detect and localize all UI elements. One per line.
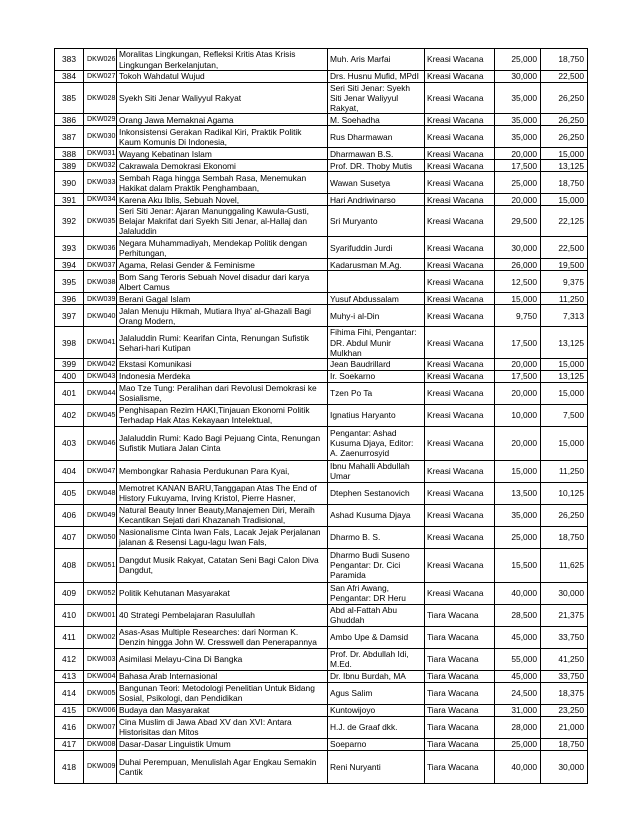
table-cell-no: 414 [55,682,84,704]
table-row [55,738,588,750]
table-row [55,305,588,327]
table-cell-title: Budaya dan Masyarakat [117,704,328,716]
table-row [55,716,588,738]
table-cell-title: Bangunan Teori: Metodologi Penelitian Untuk Bidang Sosial, Psikologi, dan Pendidikan [117,682,328,704]
table-cell-publisher: Kreasi Wacana [425,172,495,194]
table-cell-title: Tokoh Wahdatul Wujud [117,71,328,83]
table-cell-price: 25,000 [495,526,541,548]
table-cell-publisher: Kreasi Wacana [425,237,495,259]
table-row [55,83,588,114]
table-cell-title: Seri Siti Jenar: Ajaran Manunggaling Kawula-Gusti, Belajar Makrifat dari Syekh Siti Jenar, al-Hallaj dan Jalaluddin [117,206,328,237]
table-cell-no: 407 [55,526,84,548]
table-cell-title: Memotret KANAN BARU,Tanggapan Atas The End of History Fukuyama, Irving Kristol, Pierre Hasner, [117,482,328,504]
table-cell-publisher: Kreasi Wacana [425,194,495,206]
table-cell-code: DKW008 [84,738,117,750]
table-cell-price: 40,000 [495,750,541,783]
table-cell-title: Sembah Raga hingga Sembah Rasa, Menemukan Hakikat dalam Praktik Penghambaan, [117,172,328,194]
table-cell-publisher: Kreasi Wacana [425,271,495,293]
table-cell-title: Ekstasi Komunikasi [117,358,328,370]
table-cell-code: DKW002 [84,626,117,648]
table-cell-price: 10,000 [495,404,541,426]
table-cell-code: DKW044 [84,382,117,404]
table-cell-price: 15,500 [495,548,541,582]
table-cell-title: Natural Beauty Inner Beauty,Manajemen Diri, Meraih Kecantikan Sejati dari Khazanah Tradisional, [117,504,328,526]
table-cell-discount-price: 13,125 [541,327,588,358]
table-row [55,327,588,358]
table-row [55,271,588,293]
table-cell-no: 413 [55,670,84,682]
table-row [55,160,588,172]
table-cell-price: 9,750 [495,305,541,327]
table-cell-title: Agama, Relasi Gender & Feminisme [117,259,328,271]
table-cell-author: Soeparno [328,738,425,750]
table-cell-no: 406 [55,504,84,526]
table-cell-discount-price: 33,750 [541,670,588,682]
table-cell-discount-price: 11,625 [541,548,588,582]
table-cell-author: Jean Baudrillard [328,358,425,370]
table-cell-publisher: Tiara Wacana [425,682,495,704]
table-cell-price: 29,500 [495,206,541,237]
table-cell-price: 13,500 [495,482,541,504]
table-row [55,259,588,271]
table-cell-publisher: Kreasi Wacana [425,114,495,126]
table-cell-no: 384 [55,71,84,83]
table-cell-discount-price: 15,000 [541,426,588,460]
table-cell-discount-price: 26,250 [541,504,588,526]
table-cell-no: 408 [55,548,84,582]
table-row [55,114,588,126]
table-cell-price: 15,000 [495,460,541,482]
table-row [55,704,588,716]
table-cell-price: 17,500 [495,370,541,382]
table-cell-author: Dtephen Sestanovich [328,482,425,504]
table-cell-price: 25,000 [495,738,541,750]
table-cell-publisher: Kreasi Wacana [425,504,495,526]
table-cell-price: 20,000 [495,426,541,460]
table-cell-price: 25,000 [495,49,541,71]
table-cell-code: DKW026 [84,49,117,71]
table-cell-publisher: Tiara Wacana [425,704,495,716]
table-cell-discount-price: 22,500 [541,71,588,83]
table-row [55,582,588,604]
table-cell-author: Yusuf Abdussalam [328,293,425,305]
table-cell-code: DKW048 [84,482,117,504]
table-cell-price: 17,500 [495,160,541,172]
table-cell-no: 411 [55,626,84,648]
table-cell-author: Agus Salim [328,682,425,704]
table-cell-code: DKW004 [84,670,117,682]
table-cell-code: DKW040 [84,305,117,327]
table-cell-title: Mao Tze Tung: Peralihan dari Revolusi Demokrasi ke Sosialisme, [117,382,328,404]
table-row [55,750,588,783]
table-cell-author: Pengantar: Ashad Kusuma Djaya, Editor: A. Zaenurrosyid [328,426,425,460]
table-cell-discount-price: 21,000 [541,716,588,738]
table-cell-title: Penghisapan Rezim HAKI,Tinjauan Ekonomi Politik Terhadap Hak Atas Kekayaan Intelektual, [117,404,328,426]
table-cell-discount-price: 15,000 [541,148,588,160]
table-cell-publisher: Kreasi Wacana [425,404,495,426]
table-cell-author: Ashad Kusuma Djaya [328,504,425,526]
table-row [55,626,588,648]
table-cell-publisher: Kreasi Wacana [425,582,495,604]
table-row [55,548,588,582]
table-cell-publisher: Kreasi Wacana [425,160,495,172]
table-cell-title: 40 Strategi Pembelajaran Rasulullah [117,604,328,626]
table-cell-discount-price: 15,000 [541,358,588,370]
table-cell-code: DKW038 [84,271,117,293]
table-cell-discount-price: 30,000 [541,750,588,783]
table-cell-code: DKW046 [84,426,117,460]
table-cell-title: Membongkar Rahasia Perdukunan Para Kyai, [117,460,328,482]
table-cell-no: 416 [55,716,84,738]
table-cell-price: 20,000 [495,148,541,160]
table-cell-no: 385 [55,83,84,114]
table-cell-price: 30,000 [495,71,541,83]
table-cell-code: DKW030 [84,126,117,148]
table-cell-code: DKW036 [84,237,117,259]
table-row [55,504,588,526]
table-cell-code: DKW029 [84,114,117,126]
table-cell-price: 31,000 [495,704,541,716]
table-row [55,71,588,83]
table-cell-discount-price: 23,250 [541,704,588,716]
table-cell-author: Syarifuddin Jurdi [328,237,425,259]
table-cell-discount-price: 18,750 [541,172,588,194]
table-cell-no: 391 [55,194,84,206]
table-row [55,526,588,548]
table-row [55,194,588,206]
table-cell-discount-price: 9,375 [541,271,588,293]
table-cell-title: Asas-Asas Multiple Researches: dari Norman K. Denzin hingga John W. Cresswell dan Penerapannya [117,626,328,648]
table-cell-no: 389 [55,160,84,172]
table-cell-title: Syekh Siti Jenar Waliyyul Rakyat [117,83,328,114]
table-cell-discount-price: 11,250 [541,460,588,482]
table-cell-price: 35,000 [495,504,541,526]
table-cell-title: Jalaluddin Rumi: Kado Bagi Pejuang Cinta, Renungan Sufistik Mutiara Jalan Cinta [117,426,328,460]
table-cell-title: Politik Kehutanan Masyarakat [117,582,328,604]
table-cell-title: Duhai Perempuan, Menulislah Agar Engkau Semakin Cantik [117,750,328,783]
table-cell-price: 45,000 [495,670,541,682]
table-cell-publisher: Kreasi Wacana [425,49,495,71]
table-cell-discount-price: 18,750 [541,49,588,71]
table-cell-discount-price: 22,500 [541,237,588,259]
table-cell-code: DKW042 [84,358,117,370]
table-cell-title: Asimilasi Melayu-Cina Di Bangka [117,648,328,670]
table-cell-no: 404 [55,460,84,482]
table-cell-publisher: Kreasi Wacana [425,358,495,370]
table-cell-no: 396 [55,293,84,305]
table-cell-title: Indonesia Merdeka [117,370,328,382]
table-cell-code: DKW045 [84,404,117,426]
table-row [55,382,588,404]
table-row [55,370,588,382]
table-cell-code: DKW009 [84,750,117,783]
table-cell-author: Kuntowijoyo [328,704,425,716]
table-cell-no: 387 [55,126,84,148]
table-cell-publisher: Kreasi Wacana [425,259,495,271]
table-cell-publisher: Kreasi Wacana [425,83,495,114]
table-row [55,172,588,194]
table-cell-discount-price: 18,375 [541,682,588,704]
table-cell-author: Drs. Husnu Mufid, MPdI [328,71,425,83]
table-cell-code: DKW052 [84,582,117,604]
table-cell-author: Dharmawan B.S. [328,148,425,160]
table-cell-publisher: Kreasi Wacana [425,293,495,305]
table-cell-publisher: Kreasi Wacana [425,148,495,160]
table-cell-code: DKW050 [84,526,117,548]
table-cell-code: DKW035 [84,206,117,237]
table-cell-discount-price: 26,250 [541,126,588,148]
table-cell-author: Dr. Ibnu Burdah, MA [328,670,425,682]
table-cell-author: H.J. de Graaf dkk. [328,716,425,738]
table-row [55,604,588,626]
table-cell-author: Prof. DR. Thoby Mutis [328,160,425,172]
table-cell-code: DKW034 [84,194,117,206]
table-row [55,648,588,670]
table-cell-publisher: Tiara Wacana [425,626,495,648]
table-cell-publisher: Tiara Wacana [425,750,495,783]
table-cell-author: Wawan Susetya [328,172,425,194]
table-cell-price: 25,000 [495,172,541,194]
table-cell-author: Ir. Soekarno [328,370,425,382]
table-cell-code: DKW001 [84,604,117,626]
table-cell-title: Nasionalisme Cinta Iwan Fals, Lacak Jejak Perjalanan jalanan & Resensi Lagu-lagu Iwan Fals, [117,526,328,548]
table-cell-no: 412 [55,648,84,670]
table-cell-title: Cakrawala Demokrasi Ekonomi [117,160,328,172]
table-cell-code: DKW037 [84,259,117,271]
table-cell-no: 399 [55,358,84,370]
table-row [55,482,588,504]
table-cell-no: 418 [55,750,84,783]
table-cell-publisher: Tiara Wacana [425,604,495,626]
table-row [55,682,588,704]
table-cell-title: Dasar-Dasar Linguistik Umum [117,738,328,750]
table-cell-price: 35,000 [495,114,541,126]
table-cell-title: Dangdut Musik Rakyat, Catatan Seni Bagi Calon Diva Dangdut, [117,548,328,582]
table-cell-code: DKW049 [84,504,117,526]
table-cell-code: DKW041 [84,327,117,358]
table-cell-price: 20,000 [495,358,541,370]
table-cell-code: DKW028 [84,83,117,114]
table-cell-price: 35,000 [495,126,541,148]
table-cell-price: 28,500 [495,604,541,626]
table-cell-author: Ignatius Haryanto [328,404,425,426]
table-cell-author: Seri Siti Jenar: Syekh Siti Jenar Waliyyul Rakyat, [328,83,425,114]
table-cell-publisher: Kreasi Wacana [425,526,495,548]
table-cell-code: DKW007 [84,716,117,738]
table-cell-discount-price: 26,250 [541,83,588,114]
table-cell-code: DKW027 [84,71,117,83]
table-cell-no: 395 [55,271,84,293]
table-row [55,126,588,148]
table-cell-title: Jalan Menuju Hikmah, Mutiara Ihya' al-Ghazali Bagi Orang Modern, [117,305,328,327]
table-cell-no: 410 [55,604,84,626]
table-cell-no: 417 [55,738,84,750]
table-cell-title: Bom Sang Teroris Sebuah Novel disadur dari karya Albert Camus [117,271,328,293]
table-row [55,206,588,237]
table-cell-author: Sri Muryanto [328,206,425,237]
table-cell-code: DKW039 [84,293,117,305]
table-cell-discount-price: 7,500 [541,404,588,426]
table-cell-price: 12,500 [495,271,541,293]
table-cell-code: DKW043 [84,370,117,382]
table-cell-no: 403 [55,426,84,460]
table-cell-discount-price: 10,125 [541,482,588,504]
table-cell-publisher: Kreasi Wacana [425,126,495,148]
table-cell-discount-price: 41,250 [541,648,588,670]
table-cell-author: Ibnu Mahalli Abdullah Umar [328,460,425,482]
table-cell-author: Muhy-i al-Din [328,305,425,327]
table-row [55,670,588,682]
table-cell-discount-price: 30,000 [541,582,588,604]
table-row [55,237,588,259]
table-cell-price: 24,500 [495,682,541,704]
table-cell-publisher: Kreasi Wacana [425,206,495,237]
table-cell-publisher: Kreasi Wacana [425,426,495,460]
table-cell-code: DKW006 [84,704,117,716]
table-cell-author: Dharmo Budi Suseno Pengantar: Dr. Cici Paramida [328,548,425,582]
table-cell-publisher: Kreasi Wacana [425,370,495,382]
table-cell-publisher: Kreasi Wacana [425,305,495,327]
table-cell-title: Cina Muslim di Jawa Abad XV dan XVI: Antara Historisitas dan Mitos [117,716,328,738]
table-cell-no: 405 [55,482,84,504]
table-cell-discount-price: 21,375 [541,604,588,626]
table-cell-no: 388 [55,148,84,160]
table-cell-code: DKW031 [84,148,117,160]
table-cell-no: 400 [55,370,84,382]
table-cell-title: Berani Gagal Islam [117,293,328,305]
table-cell-discount-price: 19,500 [541,259,588,271]
table-cell-code: DKW005 [84,682,117,704]
table-row [55,426,588,460]
table-row [55,358,588,370]
table-cell-price: 30,000 [495,237,541,259]
table-cell-price: 15,000 [495,293,541,305]
table-cell-publisher: Tiara Wacana [425,738,495,750]
table-cell-price: 20,000 [495,194,541,206]
table-cell-author: Rus Dharmawan [328,126,425,148]
table-cell-publisher: Tiara Wacana [425,716,495,738]
table-cell-title: Moralitas Lingkungan, Refleksi Kritis Atas Krisis Lingkungan Berkelanjutan, [117,49,328,71]
table-cell-publisher: Kreasi Wacana [425,327,495,358]
book-price-table [54,48,588,784]
table-cell-price: 55,000 [495,648,541,670]
table-cell-author: Dharmo B. S. [328,526,425,548]
table-cell-author [328,271,425,293]
table-cell-title: Orang Jawa Memaknai Agama [117,114,328,126]
table-cell-no: 402 [55,404,84,426]
table-cell-discount-price: 13,125 [541,370,588,382]
table-cell-no: 392 [55,206,84,237]
table-row [55,293,588,305]
table-cell-discount-price: 22,125 [541,206,588,237]
table-cell-title: Jalaluddin Rumi: Kearifan Cinta, Renungan Sufistik Sehari-hari Kutipan [117,327,328,358]
table-cell-no: 415 [55,704,84,716]
table-cell-publisher: Tiara Wacana [425,648,495,670]
table-cell-no: 383 [55,49,84,71]
table-cell-author: Reni Nuryanti [328,750,425,783]
table-row [55,404,588,426]
table-cell-no: 390 [55,172,84,194]
table-cell-price: 26,000 [495,259,541,271]
table-cell-code: DKW047 [84,460,117,482]
table-cell-author: Kadarusman M.Ag. [328,259,425,271]
table-cell-no: 401 [55,382,84,404]
table-cell-price: 45,000 [495,626,541,648]
table-cell-title: Wayang Kebatinan Islam [117,148,328,160]
table-cell-title: Inkonsistensi Gerakan Radikal Kiri, Praktik Politik Kaum Komunis Di Indonesia, [117,126,328,148]
table-row [55,49,588,71]
table-cell-discount-price: 18,750 [541,526,588,548]
table-row [55,148,588,160]
table-cell-title: Bahasa Arab Internasional [117,670,328,682]
table-cell-code: DKW003 [84,648,117,670]
table-cell-code: DKW051 [84,548,117,582]
table-cell-author: Muh. Aris Marfai [328,49,425,71]
table-cell-publisher: Kreasi Wacana [425,460,495,482]
table-cell-publisher: Kreasi Wacana [425,71,495,83]
table-cell-author: Tzen Po Ta [328,382,425,404]
table-cell-discount-price: 18,750 [541,738,588,750]
table-cell-author: Prof. Dr. Abdullah Idi, M.Ed. [328,648,425,670]
table-cell-discount-price: 26,250 [541,114,588,126]
table-cell-price: 20,000 [495,382,541,404]
table-cell-publisher: Kreasi Wacana [425,382,495,404]
table-cell-author: Fihima Fihi, Pengantar: DR. Abdul Munir Mulkhan [328,327,425,358]
table-cell-no: 409 [55,582,84,604]
table-cell-no: 397 [55,305,84,327]
table-cell-price: 17,500 [495,327,541,358]
table-cell-publisher: Tiara Wacana [425,670,495,682]
table-cell-author: M. Soehadha [328,114,425,126]
table-cell-price: 40,000 [495,582,541,604]
table-cell-discount-price: 15,000 [541,194,588,206]
table-cell-discount-price: 33,750 [541,626,588,648]
table-cell-discount-price: 7,313 [541,305,588,327]
table-cell-title: Negara Muhammadiyah, Mendekap Politik dengan Perhitungan, [117,237,328,259]
table-cell-no: 394 [55,259,84,271]
table-cell-price: 35,000 [495,83,541,114]
table-cell-price: 28,000 [495,716,541,738]
table-cell-author: San Afri Awang, Pengantar: DR Heru [328,582,425,604]
table-cell-author: Ambo Upe & Damsid [328,626,425,648]
table-cell-code: DKW033 [84,172,117,194]
table-cell-no: 398 [55,327,84,358]
table-cell-publisher: Kreasi Wacana [425,482,495,504]
table-cell-no: 386 [55,114,84,126]
table-cell-discount-price: 11,250 [541,293,588,305]
table-cell-no: 393 [55,237,84,259]
table-cell-discount-price: 15,000 [541,382,588,404]
table-cell-discount-price: 13,125 [541,160,588,172]
table-cell-title: Karena Aku Iblis, Sebuah Novel, [117,194,328,206]
table-cell-publisher: Kreasi Wacana [425,548,495,582]
table-cell-author: Hari Andriwinarso [328,194,425,206]
table-cell-author: Abd al-Fattah Abu Ghuddah [328,604,425,626]
table-row [55,460,588,482]
table-cell-code: DKW032 [84,160,117,172]
